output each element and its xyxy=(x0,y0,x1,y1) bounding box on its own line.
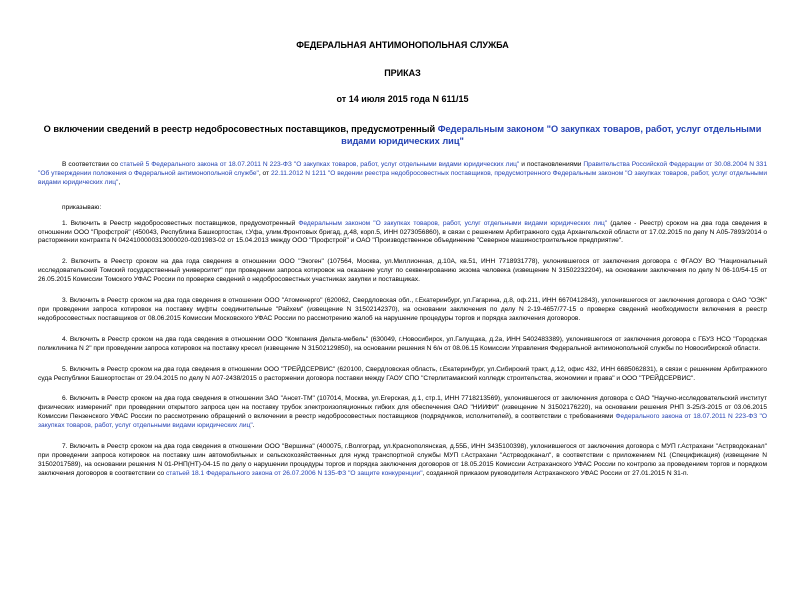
item-1-text-1: 1. Включить в Реестр недобросовестных поставщиков, предусмотренный xyxy=(62,219,299,227)
order-item-7 xyxy=(38,443,767,479)
intro-text-1: В соответствии со xyxy=(62,161,121,168)
intro-text-2: и постановлениями xyxy=(519,161,584,168)
intro-link-article5[interactable]: статьей 5 Федерального закона от 18.07.2011 N 223-ФЗ "О закупках товаров, работ, услуг отдельными видами юридических лиц" xyxy=(120,161,520,168)
document-type: ПРИКАЗ xyxy=(384,68,421,78)
document-page xyxy=(0,40,807,611)
intro-link-decree-331[interactable]: Правительства Российской Федерации от 30.08.2004 N 331 "Об утверждении положения о Федеральной антимонопольной службе" xyxy=(38,161,767,177)
document-title xyxy=(38,123,767,147)
agency-heading: ФЕДЕРАЛЬНАЯ АНТИМОНОПОЛЬНАЯ СЛУЖБА xyxy=(296,40,509,50)
intro-paragraph xyxy=(38,161,767,188)
order-item-4: 4. Включить в Реестр сроком на два года сведения в отношении ООО "Компания Дельта-мебель" (630049, г.Новосибирск, ул.Галущака, д.2а, ИНН 5402483389), уклонившегося от заключения договора с ГБУЗ НСО "Городская поликлиника N 2" при проведении запроса котировок на поставку кресел (извещение N 31502129850), на основании решения N 6/н от 08.06.15 Комиссии Управления Федеральной антимонопольной службы по Новосибирской области. xyxy=(38,335,767,352)
item-1-text-2: (далее - Реестр) сроком на два года сведения в отношении ООО "Профстрой" (450043, Республика Башкортостан, г.Уфа, улим.Фронтовых бригад, д.48, корп.5, ИНН 0273056860), в связи с решением Арбитражного суда Архангельской области от 17.02.2015 по делу N А05-7893/2014 о расторжении контракта N 0424100000313000020-0201983-02 от 15.04.2013 между ООО "Профстрой" и ОАО "Производственное объединение "Северное машиностроительное предприятие". xyxy=(38,219,767,245)
title-text: О включении сведений в реестр недобросовестных поставщиков, предусмотренный xyxy=(43,124,438,134)
item-7-text-3: , созданной приказом руководителя Астраханского УФАС России от 27.01.2015 N 31-п. xyxy=(422,469,689,477)
item-7-article-link[interactable]: статьей 18.1 xyxy=(165,469,205,477)
order-item-5: 5. Включить в Реестр сроком на два года сведения в отношении ООО "ТРЕЙДСЕРВИС" (620100, Свердловская область, г.Екатеринбург, ул.Сибирский тракт, д.12, офис 432, ИНН 6685062831), в связи с решением Арбитражного суда Республики Башкортостан от 29.04.2015 по делу N А07-2438/2015 о расторжении договора поставки между ГАОУ СПО "Стерлитамакский колледж строительства, экономики и права" и ООО "ТРЕЙДСЕРВИС". xyxy=(38,365,767,382)
order-item-2: 2. Включить в Реестр сроком на два года сведения в отношении ООО "Экоген" (107564, Москва, ул.Миллионная, д.10А, кв.51, ИНН 7718931778), уклонившегося от заключения договора с ФГАОУ ВО "Национальный исследовательский Томский государственный университет" при проведении запроса котировок на оказание услуг по секвенированию экзома человека (извещение N 31502232204), на основании заключения по делу N 06-10/54-15 от 26.05.2015 Комиссии Томского УФАС России по проверке сведений о недобросовестных участниках закупки и поставщиках. xyxy=(38,258,767,284)
document-date-number: от 14 июля 2015 года N 611/15 xyxy=(336,94,469,104)
intro-text-3: , от xyxy=(258,169,271,177)
item-7-competition-law-link[interactable]: Федерального закона от 26.07.2006 N 135-ФЗ "О защите конкуренции" xyxy=(206,469,423,477)
order-item-6 xyxy=(38,395,767,431)
title-law-link[interactable]: Федеральным законом "О закупках товаров, работ, услуг отдельными видами юридических лиц" xyxy=(341,124,762,146)
item-6-text-2: . xyxy=(252,422,255,430)
item-6-text-1: 6. Включить в Реестр сроком на два года сведения в отношении ЗАО "Ансет-ТМ" (107014, Москва, ул.Егерская, д.1, стр.1, ИНН 7718213569), уклонившегося от заключения договора с ОАО "Научно-исследовательский институт физических измерений" при проведении открытого запроса цен на поставку трубок электроизоляционных гибких для обеспечения ОАО "НИИФИ" (извещение N 31502176220), на основании решения РНП 3-25/3-2015 от 03.06.2015 Комиссии Пензенского УФАС России по рассмотрению обращений о включении в реестр недобросовестных поставщиков (подрядчиков, исполнителей), в соответствии с требованиями xyxy=(38,395,767,421)
intro-text-4: , xyxy=(118,178,121,186)
item-6-law-link[interactable]: Федерального закона от 18.07.2011 N 223-ФЗ "О закупках товаров, работ, услуг отдельными видами юридических лиц" xyxy=(38,413,767,430)
order-item-1 xyxy=(38,220,767,247)
intro-link-decree-1211[interactable]: 22.11.2012 N 1211 "О ведении реестра недобросовестных поставщиков, предусмотренного Федеральным законом "О закупках товаров, работ, услуг отдельными видами юридических лиц" xyxy=(38,169,768,186)
order-item-3: 3. Включить в Реестр сроком на два года сведения в отношении ООО "Атоменерго" (620062, Свердловская обл., г.Екатеринбург, ул.Гагарина, д.8, оф.211, ИНН 6670412843), уклонившегося от заключения договора с ОАО "ОЭК" при проведении запроса котировок на поставку муфты соединительные "Райхем" (извещение N 31502142370), на основании заключения по делу N 2-19-4657/77-15 о проверке сведений необходимости включения в реестр недобросовестных поставщиков от 08.06.2015 Комиссии Московского УФАС России по рассмотрению жалоб на нарушение процедуры торгов и порядка заключения договоров. xyxy=(38,297,767,322)
order-word: приказываю: xyxy=(62,203,102,211)
item-1-law-link[interactable]: Федеральным законом "О закупках товаров, работ, услуг отдельными видами юридических лиц" xyxy=(298,219,608,227)
item-7-text-1: 7. Включить в Реестр сроком на два года сведения в отношении ООО "Вершина" (400075, г.Волгоград, ул.Краснополянская, д.55Б, ИНН 3435100398), уклонившегося от заключения договора с МУП г.Астрахани "Астрводоканал" при проведении запроса котировок на поставку шин автомобильных и сельскохозяйственных для нужд транспортной службы МУП г.Астрахани "Астрводоканал", в соответствии с приложением N1 (Спецификация) (извещение N 31502017589), на основании решения N 01-РНП(НТ)-04-15 по делу о нарушении процедуры торгов и порядка заключения договоров от 18.05.2015 Комиссии Астраханского УФАС России по контролю за проведением торгов и порядком заключения договоров в соответствии со xyxy=(38,443,767,477)
